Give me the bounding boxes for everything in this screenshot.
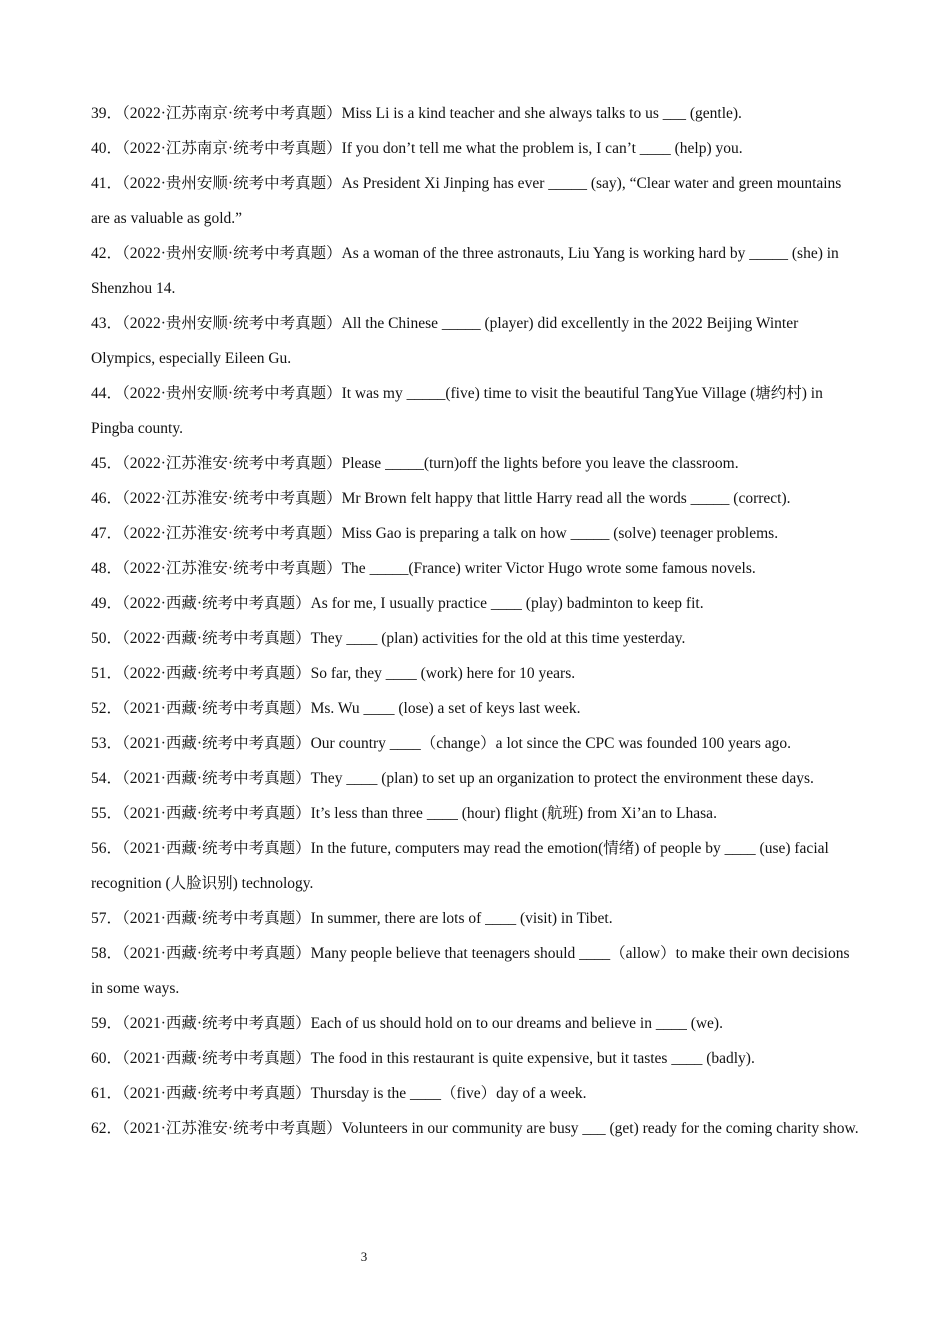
question-text: All the Chinese _____ (player) did excellently in the 2022 Beijing Winter Olympics, especially Eileen Gu. [91,315,799,367]
question-source: （2022·西藏·统考中考真题） [122,630,311,647]
question-source: （2022·西藏·统考中考真题） [122,595,311,612]
question-text: It was my _____(five) time to visit the beautiful TangYue Village (塘约村) in Pingba county. [91,385,823,437]
question-item [91,796,863,831]
question-source: （2022·西藏·统考中考真题） [122,665,311,682]
question-item [91,726,863,761]
question-source: （2022·江苏淮安·统考中考真题） [122,455,342,472]
question-source: （2021·西藏·统考中考真题） [122,945,311,962]
question-text: So far, they ____ (work) here for 10 years. [310,665,576,682]
question-item [91,166,863,236]
question-source: （2021·西藏·统考中考真题） [122,1085,311,1102]
question-number: 59． [91,1015,123,1032]
question-source: （2022·江苏南京·统考中考真题） [122,105,342,122]
question-item [91,1041,863,1076]
question-text: If you don’t tell me what the problem is, I can’t ____ (help) you. [341,140,743,157]
question-item [91,516,863,551]
question-text: They ____ (plan) activities for the old at this time yesterday. [310,630,686,647]
question-text: Miss Li is a kind teacher and she always talks to us ___ (gentle). [341,105,742,122]
question-number: 48． [91,560,123,577]
question-number: 53． [91,735,123,752]
question-source: （2021·西藏·统考中考真题） [122,1015,311,1032]
question-item [91,236,863,306]
question-text: They ____ (plan) to set up an organization to protect the environment these days. [310,770,814,787]
question-item [91,691,863,726]
question-item [91,901,863,936]
question-item [91,1076,863,1111]
question-item [91,831,863,901]
question-text: Ms. Wu ____ (lose) a set of keys last week. [310,700,581,717]
question-text: Many people believe that teenagers should ____（allow）to make their own decisions in some ways. [91,945,850,997]
question-item [91,586,863,621]
question-number: 39． [91,105,123,122]
question-source: （2021·西藏·统考中考真题） [122,910,311,927]
question-number: 50． [91,630,123,647]
question-number: 44． [91,385,123,402]
question-item [91,1111,863,1146]
question-number: 60． [91,1050,123,1067]
question-source: （2021·江苏淮安·统考中考真题） [122,1120,342,1137]
question-source: （2021·西藏·统考中考真题） [122,805,311,822]
question-source: （2022·贵州安顺·统考中考真题） [122,245,342,262]
question-text: Our country ____（change）a lot since the CPC was founded 100 years ago. [310,735,791,752]
question-text: Please _____(turn)off the lights before you leave the classroom. [341,455,739,472]
question-number: 49． [91,595,123,612]
question-number: 47． [91,525,123,542]
question-source: （2021·西藏·统考中考真题） [122,770,311,787]
question-source: （2022·贵州安顺·统考中考真题） [122,175,342,192]
question-list [91,96,863,1146]
question-source: （2021·西藏·统考中考真题） [122,840,311,857]
question-source: （2022·江苏淮安·统考中考真题） [122,560,342,577]
question-text: As President Xi Jinping has ever _____ (say), “Clear water and green mountains are as valuable as gold.” [91,175,842,227]
question-number: 62． [91,1120,123,1137]
question-number: 58． [91,945,123,962]
question-source: （2021·西藏·统考中考真题） [122,735,311,752]
question-item [91,376,863,446]
question-item [91,131,863,166]
question-text: The food in this restaurant is quite expensive, but it tastes ____ (badly). [310,1050,755,1067]
question-text: The _____(France) writer Victor Hugo wrote some famous novels. [341,560,756,577]
question-source: （2022·江苏南京·统考中考真题） [122,140,342,157]
question-text: Thursday is the ____（five）day of a week. [310,1085,587,1102]
question-item [91,306,863,376]
question-item [91,481,863,516]
question-item [91,551,863,586]
question-text: Mr Brown felt happy that little Harry read all the words _____ (correct). [341,490,791,507]
question-number: 52． [91,700,123,717]
question-item [91,936,863,1006]
question-item [91,621,863,656]
question-number: 55． [91,805,123,822]
question-number: 41． [91,175,123,192]
question-number: 56． [91,840,123,857]
question-item [91,761,863,796]
question-text: As a woman of the three astronauts, Liu Yang is working hard by _____ (she) in Shenzhou 14. [91,245,839,297]
question-number: 42． [91,245,123,262]
question-number: 54． [91,770,123,787]
question-source: （2022·贵州安顺·统考中考真题） [122,385,342,402]
question-number: 57． [91,910,123,927]
question-source: （2021·西藏·统考中考真题） [122,1050,311,1067]
question-source: （2022·江苏淮安·统考中考真题） [122,490,342,507]
question-number: 61． [91,1085,123,1102]
question-number: 43． [91,315,123,332]
question-source: （2021·西藏·统考中考真题） [122,700,311,717]
question-text: Each of us should hold on to our dreams and believe in ____ (we). [310,1015,723,1032]
question-number: 45． [91,455,123,472]
question-number: 40． [91,140,123,157]
question-text: In the future, computers may read the emotion(情绪) of people by ____ (use) facial recognition (人脸识别) technology. [91,840,829,892]
question-number: 46． [91,490,123,507]
question-item [91,446,863,481]
question-item [91,1006,863,1041]
question-item [91,656,863,691]
question-text: Miss Gao is preparing a talk on how _____ (solve) teenager problems. [341,525,779,542]
question-text: Volunteers in our community are busy ___ (get) ready for the coming charity show. [341,1120,859,1137]
question-source: （2022·江苏淮安·统考中考真题） [122,525,342,542]
question-number: 51． [91,665,123,682]
question-text: In summer, there are lots of ____ (visit) in Tibet. [310,910,613,927]
page-number: 3 [360,1249,368,1264]
question-text: As for me, I usually practice ____ (play) badminton to keep fit. [310,595,704,612]
question-item [91,96,863,131]
question-text: It’s less than three ____ (hour) flight (航班) from Xi’an to Lhasa. [310,805,717,822]
question-source: （2022·贵州安顺·统考中考真题） [122,315,342,332]
